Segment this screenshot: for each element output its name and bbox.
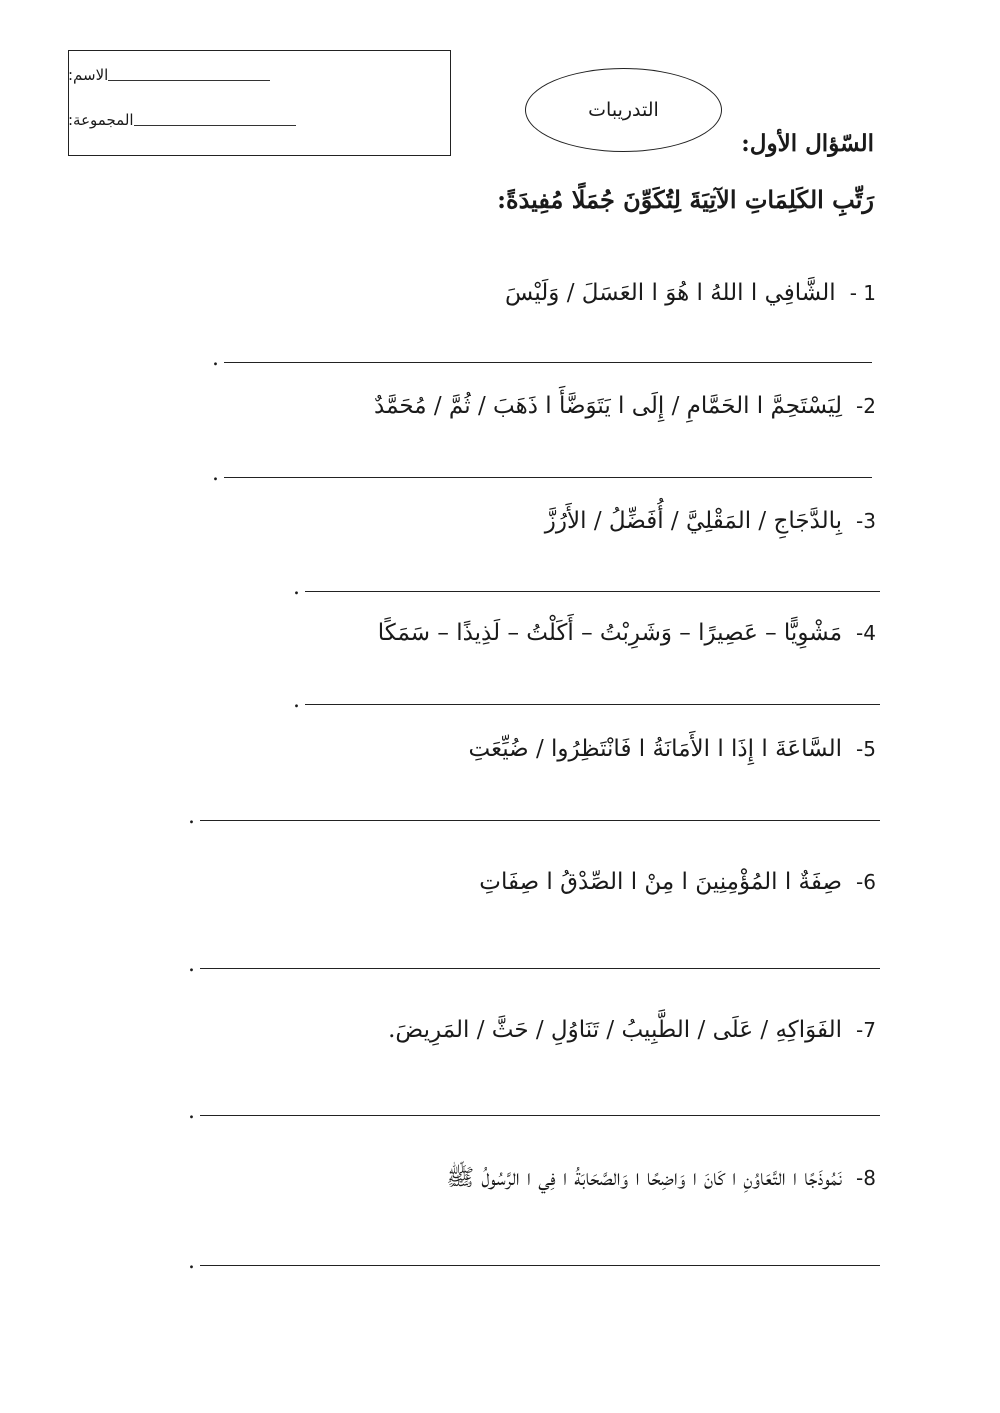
exercise-item-3 xyxy=(545,508,876,534)
answer-line-2[interactable] xyxy=(224,477,872,478)
question-title: السّؤال الأول: xyxy=(741,130,874,157)
item-words: الشَّافِي ا اللهُ ا هُوَ ا العَسَلَ / وَلَيْسَ xyxy=(505,280,836,306)
item-number: 5- xyxy=(856,737,876,761)
item-words: الفَوَاكِهِ / عَلَى / الطَّبِيبُ / تَنَاوُلِ / حَثَّ / المَرِيضَ. xyxy=(388,1017,843,1043)
item-words: لِيَسْتَحِمَّ ا الحَمَّامِ / إِلَى ا يَتَوَضَّأَ ا ذَهَبَ / ثُمَّ / مُحَمَّدٌ xyxy=(374,393,843,419)
exercise-item-1 xyxy=(505,280,876,306)
answer-line-3[interactable] xyxy=(305,591,880,592)
item-number: 7- xyxy=(856,1018,876,1042)
item-number: 3- xyxy=(856,509,876,533)
answer-dot-3: . xyxy=(293,575,300,600)
item-number: 4- xyxy=(856,621,876,645)
worksheet-title-oval xyxy=(525,68,722,152)
exercise-item-2 xyxy=(374,393,876,419)
exercise-item-7 xyxy=(388,1017,876,1043)
exercise-item-8 xyxy=(446,1163,876,1197)
answer-dot-1: . xyxy=(212,346,219,371)
answer-line-4[interactable] xyxy=(305,704,880,705)
item-words: السَّاعَةَ ا إِذَا ا الأَمَانَةُ ا فَانْتَظِرُوا / ضُيِّعَتِ xyxy=(468,736,843,762)
answer-dot-5: . xyxy=(188,804,195,829)
answer-line-5[interactable] xyxy=(200,820,880,821)
group-field[interactable] xyxy=(134,124,296,126)
item-number: 2- xyxy=(856,394,876,418)
name-field[interactable] xyxy=(108,79,270,81)
exercise-item-5 xyxy=(469,736,876,762)
item-words: مَشْوِيًّا – عَصِيرًا – وَشَرِبْتُ – أَكَلْتُ – لَذِيذًا – سَمَكًا xyxy=(377,620,843,646)
answer-line-6[interactable] xyxy=(200,968,880,969)
answer-line-1[interactable] xyxy=(224,362,872,363)
answer-dot-8: . xyxy=(188,1249,195,1274)
exercise-item-6 xyxy=(479,869,876,895)
group-label: المجموعة: xyxy=(68,111,134,129)
item-words: نَمُوذَجًا ا التَّعَاوُنِ ا كَانَ ا وَاضِحًا ا وَالصَّحَابَةُ ا فِي ا الرَّسُولُ ﷺ xyxy=(446,1165,843,1191)
answer-dot-2: . xyxy=(212,461,219,486)
item-words: بِالدَّجَاجِ / المَقْلِيَّ / أُفَضِّلُ / الأَرُزَّ xyxy=(544,508,843,534)
item-number: 8- xyxy=(856,1166,876,1190)
name-label: الاسم: xyxy=(68,66,109,84)
exercise-item-4 xyxy=(378,620,876,646)
name-row xyxy=(68,66,360,84)
item-number: 6- xyxy=(856,870,876,894)
group-row xyxy=(68,111,360,129)
answer-dot-4: . xyxy=(293,688,300,713)
item-number: 1 - xyxy=(849,281,876,305)
question-instruction: رَتِّبِ الكَلِمَاتِ الآتِيَةَ لِتُكَوِّنَ جُمَلًا مُفِيدَةً: xyxy=(497,185,874,214)
item-words: صِفَةٌ ا المُؤْمِنِينَ ا مِنْ ا الصِّدْقُ ا صِفَاتِ xyxy=(479,869,843,895)
answer-line-8[interactable] xyxy=(200,1265,880,1266)
answer-line-7[interactable] xyxy=(200,1115,880,1116)
worksheet-title: التدريبات xyxy=(588,99,659,121)
answer-dot-6: . xyxy=(188,952,195,977)
answer-dot-7: . xyxy=(188,1099,195,1124)
